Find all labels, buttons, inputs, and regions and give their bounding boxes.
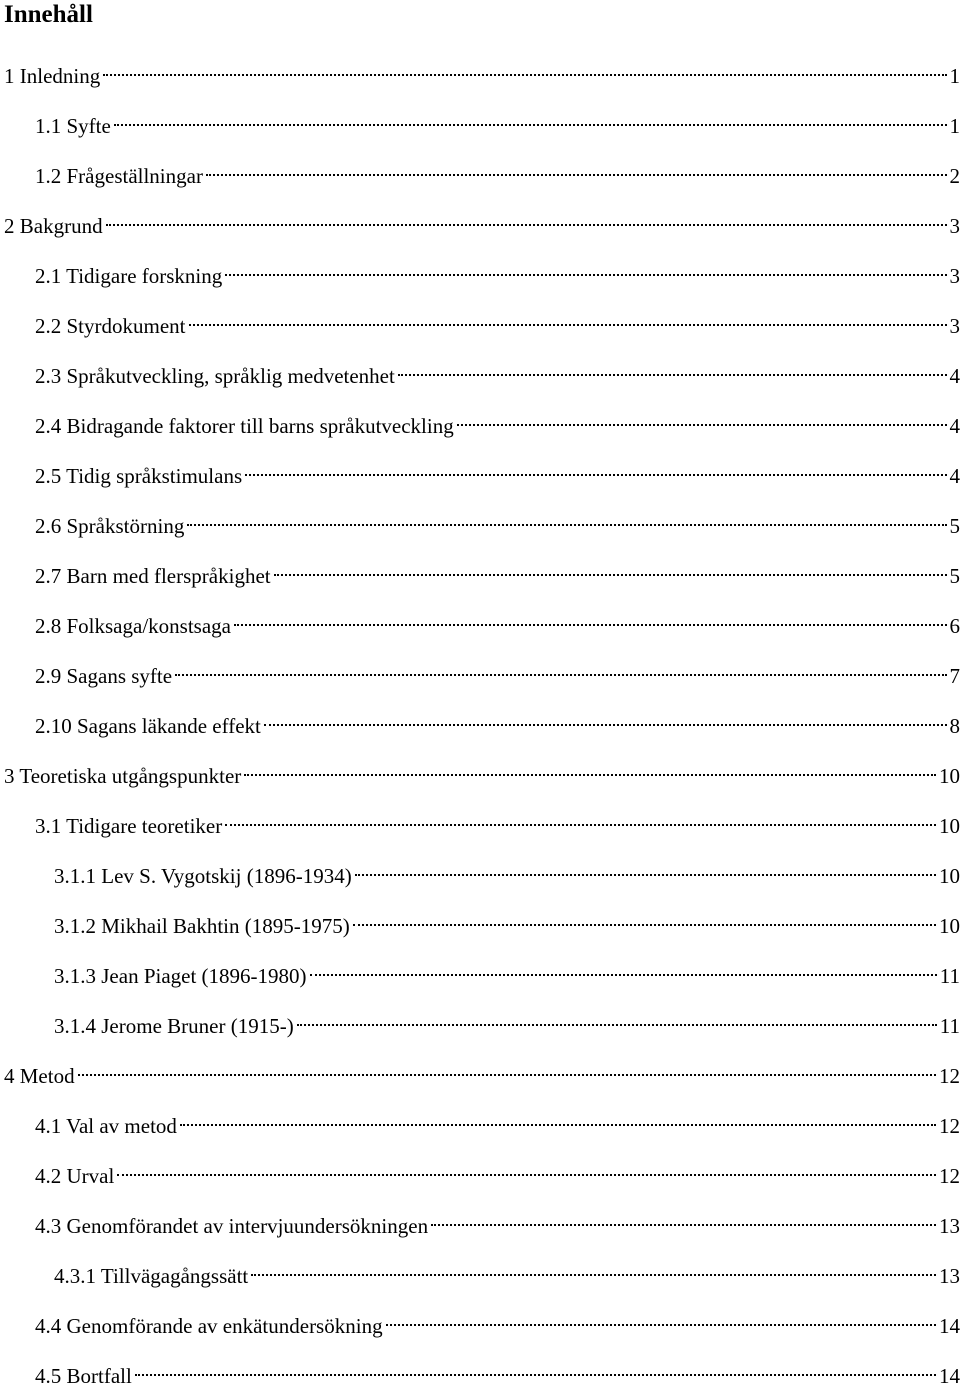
toc-entry-label: 2.5 Tidig språkstimulans [35,461,242,491]
dot-leader [223,803,938,833]
toc-entry[interactable] [35,153,960,183]
toc-entry[interactable] [35,503,960,533]
dot-leader [455,403,949,433]
toc-entry-label: 4.3 Genomförandet av intervjuundersökningen [35,1211,428,1241]
toc-entry-label: 2.3 Språkutveckling, språklig medvetenhet [35,361,395,391]
dot-leader [353,853,938,883]
toc-entry-label: 3.1.2 Mikhail Bakhtin (1895-1975) [54,911,350,941]
toc-entry-page: 6 [950,611,960,641]
toc-entry-label: 2.7 Barn med flerspråkighet [35,561,271,591]
toc-entry[interactable] [35,1103,960,1133]
toc-entry-page: 4 [950,361,960,391]
toc-entry-label: 2.4 Bidragande faktorer till barns språkutveckling [35,411,454,441]
dot-leader [76,1053,938,1083]
toc-entry[interactable] [35,303,960,333]
toc-entry-label: 2.8 Folksaga/konstsaga [35,611,231,641]
toc-entry-page: 10 [939,861,960,891]
dot-leader [101,53,948,83]
toc-entry-page: 5 [950,511,960,541]
toc-entry-page: 13 [939,1261,960,1291]
toc-entry-page: 5 [950,561,960,591]
dot-leader [272,553,949,583]
toc-entry-page: 3 [950,261,960,291]
toc-entry[interactable] [4,753,960,783]
dot-leader [173,653,948,683]
toc-entry-page: 14 [939,1361,960,1391]
toc-entry-label: 1.1 Syfte [35,111,111,141]
toc-entry-page: 10 [939,811,960,841]
dot-leader [308,953,939,983]
toc-entry-label: 3 Teoretiska utgångspunkter [4,761,241,791]
toc-entry-label: 3.1 Tidigare teoretiker [35,811,222,841]
dot-leader [187,303,949,333]
toc-entry[interactable] [4,53,960,83]
toc-title: Innehåll [4,0,93,32]
dot-leader [185,503,948,533]
toc-entry[interactable] [35,453,960,483]
toc-entry-label: 4 Metod [4,1061,75,1091]
toc-entry[interactable] [35,703,960,733]
toc-entry[interactable] [35,1303,960,1333]
toc-entry-page: 7 [950,661,960,691]
toc-entry-page: 11 [940,1011,960,1041]
toc-entry[interactable] [35,353,960,383]
toc-entry[interactable] [35,803,960,833]
toc-entry-label: 2.10 Sagans läkande effekt [35,711,261,741]
toc-entry[interactable] [35,653,960,683]
toc-entry-page: 2 [950,161,960,191]
toc-entry[interactable] [35,1203,960,1233]
dot-leader [204,153,949,183]
toc-entry[interactable] [35,403,960,433]
toc-entry-page: 12 [939,1161,960,1191]
dot-leader [223,253,948,283]
toc-entry[interactable] [35,553,960,583]
toc-entry-page: 1 [950,61,960,91]
toc-entry-page: 1 [950,111,960,141]
toc-entry[interactable] [54,1003,960,1033]
dot-leader [243,453,948,483]
toc-entry-page: 4 [950,461,960,491]
toc-entry-label: 1 Inledning [4,61,100,91]
toc-entry-page: 12 [939,1111,960,1141]
dot-leader [249,1253,938,1283]
dot-leader [232,603,949,633]
dot-leader [262,703,949,733]
toc-entry[interactable] [35,1353,960,1383]
toc-entry-label: 2.1 Tidigare forskning [35,261,222,291]
toc-entry-page: 14 [939,1311,960,1341]
dot-leader [242,753,938,783]
toc-entry-page: 10 [939,911,960,941]
toc-entry[interactable] [54,903,960,933]
toc-entry-page: 4 [950,411,960,441]
toc-entry-label: 2.2 Styrdokument [35,311,186,341]
dot-leader [396,353,949,383]
toc-entry[interactable] [35,603,960,633]
toc-entry-page: 8 [950,711,960,741]
toc-entry-label: 3.1.3 Jean Piaget (1896-1980) [54,961,307,991]
toc-entry-label: 4.3.1 Tillvägagångssätt [54,1261,248,1291]
toc-entry[interactable] [54,853,960,883]
toc-entry[interactable] [35,103,960,133]
toc-entry-page: 12 [939,1061,960,1091]
dot-leader [133,1353,938,1383]
dot-leader [115,1153,938,1183]
toc-entry[interactable] [35,253,960,283]
toc-entry[interactable] [4,1053,960,1083]
toc-entry-label: 4.2 Urval [35,1161,114,1191]
dot-leader [429,1203,938,1233]
toc-entry[interactable] [35,1153,960,1183]
toc-entry-label: 2.9 Sagans syfte [35,661,172,691]
toc-entry[interactable] [54,953,960,983]
toc-entry-label: 1.2 Frågeställningar [35,161,203,191]
toc-entry[interactable] [54,1253,960,1283]
toc-entry-label: 3.1.1 Lev S. Vygotskij (1896-1934) [54,861,352,891]
dot-leader [178,1103,938,1133]
dot-leader [384,1303,938,1333]
toc-entry-label: 4.5 Bortfall [35,1361,132,1391]
toc-entry-label: 4.4 Genomförande av enkätundersökning [35,1311,383,1341]
toc-entry-label: 3.1.4 Jerome Bruner (1915-) [54,1011,294,1041]
toc-entry-label: 4.1 Val av metod [35,1111,177,1141]
toc-entry-page: 10 [939,761,960,791]
dot-leader [295,1003,939,1033]
toc-entry-page: 3 [950,311,960,341]
dot-leader [112,103,949,133]
dot-leader [104,203,949,233]
toc-entry[interactable] [4,203,960,233]
toc-entry-page: 13 [939,1211,960,1241]
toc-entry-label: 2.6 Språkstörning [35,511,184,541]
toc-entry-label: 2 Bakgrund [4,211,103,241]
toc-entry-page: 11 [940,961,960,991]
dot-leader [351,903,938,933]
toc-entry-page: 3 [950,211,960,241]
